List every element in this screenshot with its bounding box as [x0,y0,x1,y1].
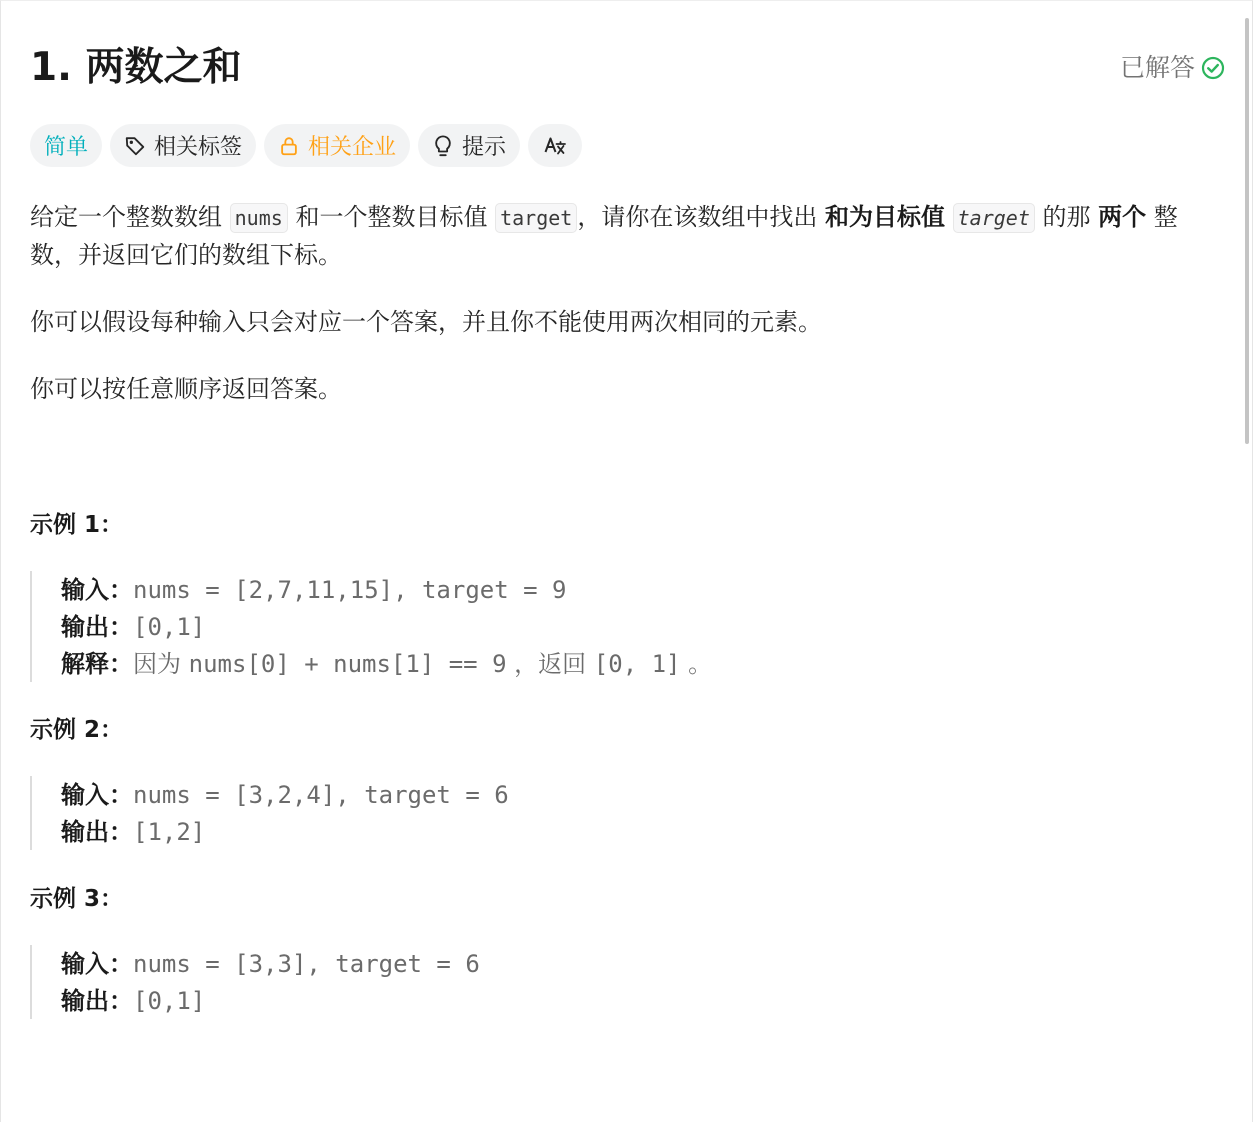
desc-text: ，请你在该数组中找出 [577,203,825,231]
translate-icon [543,134,567,158]
check-circle-icon [1201,56,1225,80]
example-explanation [61,645,712,682]
input-value: nums = [3,3], target = 6 [133,950,480,978]
input-value: nums = [2,7,11,15], target = 9 [133,576,567,604]
explanation-code: nums[0] + nums[1] == 9 [188,650,507,678]
inline-code: target [495,203,577,233]
desc-text [945,203,953,231]
companies-tag-button[interactable] [264,124,410,167]
vertical-scrollbar[interactable] [1245,18,1249,444]
tag-icon [124,135,146,157]
example-2-title: 示例 2： [30,717,124,743]
example-input [61,776,509,813]
description-paragraph-1 [30,199,1200,274]
desc-text: 的那 [1034,203,1099,231]
example-2-block [30,776,509,850]
translate-button[interactable] [528,124,582,167]
explanation-label: 解释： [61,650,133,678]
example-3-block [30,945,480,1019]
hint-label: 提示 [462,135,507,160]
example-1-title: 示例 1： [30,512,124,538]
example-input [61,945,480,982]
output-label: 输出： [61,818,133,846]
output-label: 输出： [61,613,133,641]
output-label: 输出： [61,987,133,1015]
topics-tag-button[interactable] [110,124,256,167]
input-value: nums = [3,2,4], target = 6 [133,781,509,809]
input-label: 输入： [61,950,133,978]
bold-text: 和为目标值 [824,203,945,231]
example-3-title: 示例 3： [30,886,124,912]
output-value: [0,1] [133,613,206,641]
title-row [30,40,1225,100]
input-label: 输入： [61,781,133,809]
topics-tag-label: 相关标签 [154,135,243,160]
explanation-code: [0, 1] [593,650,681,678]
tag-bar [30,124,582,167]
explanation-text: ，返回 [506,650,594,678]
desc-text: 和一个整数目标值 [287,203,496,231]
difficulty-label: 简单 [44,135,89,160]
example-input [61,571,712,608]
solved-status [1120,52,1225,84]
explanation-text: 。 [680,650,713,678]
inline-code: nums [230,203,288,233]
problem-title: 1. 两数之和 [30,45,242,90]
difficulty-badge[interactable] [30,124,102,167]
lightbulb-icon [432,134,454,158]
explanation-text: 因为 [133,650,189,678]
inline-code: target [953,203,1035,233]
example-output [61,813,509,850]
input-label: 输入： [61,576,133,604]
example-1-block [30,571,712,682]
solved-label: 已解答 [1119,53,1195,82]
companies-tag-label: 相关企业 [308,135,397,160]
desc-text: 给定一个整数数组 [30,203,230,231]
example-output [61,608,712,645]
description-paragraph-2: 你可以假设每种输入只会对应一个答案，并且你不能使用两次相同的元素。 [30,308,822,336]
bold-text: 两个 [1098,203,1147,231]
hint-button[interactable] [418,124,520,167]
output-value: [0,1] [133,987,206,1015]
output-value: [1,2] [133,818,206,846]
lock-icon [278,135,300,157]
desc-text: 整数，并返回它们的数组下标。 [30,203,1178,269]
example-output [61,982,480,1019]
description-paragraph-3: 你可以按任意顺序返回答案。 [30,375,342,403]
